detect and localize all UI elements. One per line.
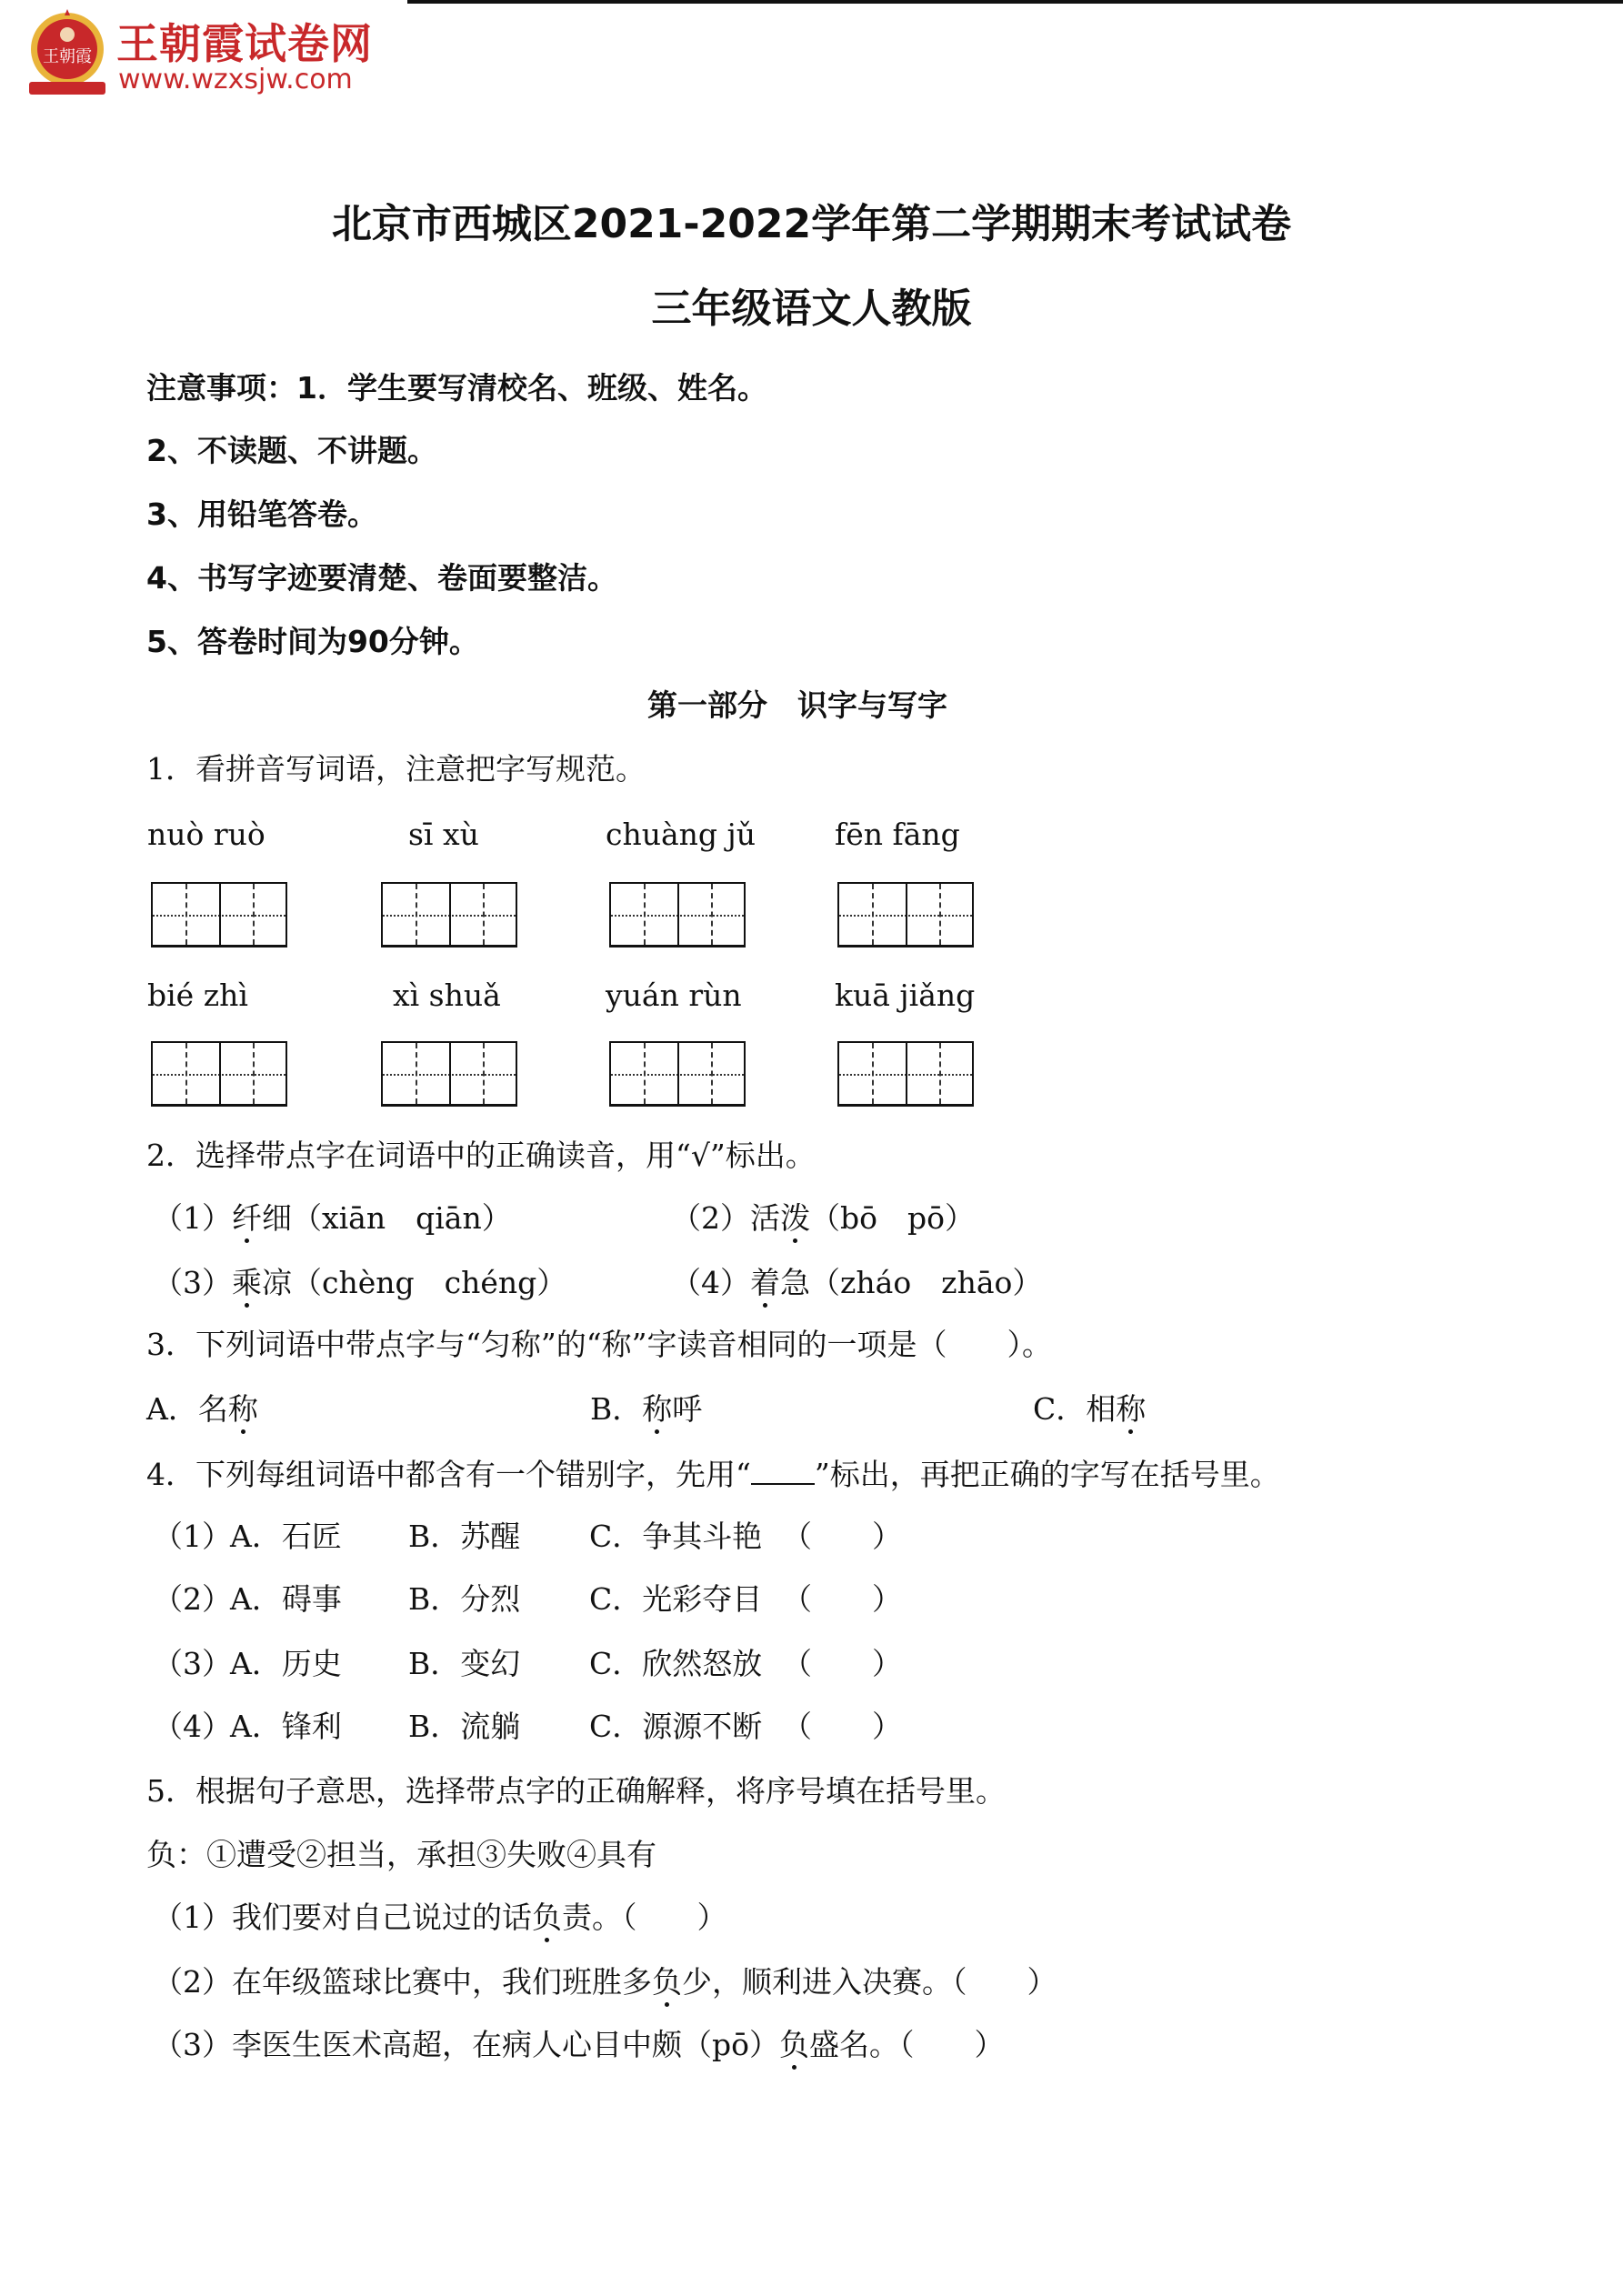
q3-stem: 3．下列词语中带点字与“匀称”的“称”字读音相同的一项是（ ）。: [146, 1327, 1052, 1362]
q5-meanings: 负：①遭受②担当，承担③失败④具有: [146, 1837, 656, 1872]
svg-text:王朝霞: 王朝霞: [43, 47, 92, 66]
q4-row-1-num: （1）: [153, 1519, 232, 1554]
writing-grid[interactable]: [381, 882, 517, 947]
q2-item-3: （3）乘凉（chèng chéng）: [153, 1265, 567, 1300]
note-3: 3、用铅笔答卷。: [146, 496, 377, 532]
pinyin: xì shuǎ: [393, 978, 501, 1013]
q2-stem: 2．选择带点字在词语中的正确读音，用“√”标出。: [146, 1138, 816, 1173]
pinyin: nuò ruò: [147, 817, 265, 852]
q4-row-3-b: B．变幻: [408, 1646, 521, 1681]
writing-grid[interactable]: [837, 1041, 974, 1107]
q2-item-1: （1）纤细（xiān qiān）: [153, 1200, 512, 1236]
logo-title: 王朝霞试卷网: [116, 19, 373, 68]
q2-item-2: （2）活泼（bō pō）: [671, 1200, 975, 1236]
note-5: 5、答卷时间为90分钟。: [146, 624, 479, 659]
pinyin: kuā jiǎng: [835, 978, 976, 1013]
q3-option-b: B．称呼: [590, 1391, 703, 1427]
q5-item-2: （2）在年级篮球比赛中，我们班胜多负少，顺利进入决赛。（ ）: [153, 1964, 1057, 2000]
q3-option-a: A．名称: [146, 1391, 258, 1427]
q4-row-4-paren: （ ）: [782, 1709, 902, 1744]
logo-badge-icon: [25, 7, 109, 102]
q4-row-3-a: A．历史: [230, 1646, 342, 1681]
section-heading: 第一部分 识字与写字: [647, 687, 947, 723]
q4-row-3-num: （3）: [153, 1646, 232, 1681]
q4-row-1-c: C．争其斗艳: [589, 1519, 763, 1554]
pinyin: chuàng jǔ: [606, 817, 756, 852]
q4-row-2-paren: （ ）: [782, 1581, 902, 1617]
writing-grid[interactable]: [609, 882, 746, 947]
q2-item-4: （4）着急（zháo zhāo）: [671, 1265, 1043, 1300]
writing-grid[interactable]: [381, 1041, 517, 1107]
q4-row-4-b: B．流躺: [408, 1709, 521, 1744]
note-4: 4、书写字迹要清楚、卷面要整洁。: [146, 560, 617, 596]
q4-stem: 4．下列每组词语中都含有一个错别字，先用“ ”标出，再把正确的字写在括号里。: [146, 1457, 1280, 1492]
writing-grid[interactable]: [609, 1041, 746, 1107]
logo-url[interactable]: www.wzxsjw.com: [118, 64, 353, 95]
q4-row-1-a: A．石匠: [230, 1519, 342, 1554]
q4-row-3-paren: （ ）: [782, 1646, 902, 1681]
exam-title: 北京市西城区2021-2022学年第二学期期末考试试卷: [331, 201, 1292, 247]
q4-row-2-num: （2）: [153, 1581, 232, 1617]
pinyin: yuán rùn: [606, 978, 742, 1013]
q4-row-4-c: C．源源不断: [589, 1709, 763, 1744]
pinyin: sī xù: [408, 817, 479, 852]
q4-row-4-a: A．锋利: [230, 1709, 342, 1744]
underline-mark: [751, 1456, 815, 1485]
q4-row-2-c: C．光彩夺目: [589, 1581, 763, 1617]
top-rule: [407, 0, 1623, 4]
pinyin: fēn fāng: [835, 817, 960, 852]
writing-grid[interactable]: [837, 882, 974, 947]
exam-subtitle: 三年级语文人教版: [651, 286, 972, 332]
pinyin: bié zhì: [147, 978, 248, 1013]
q5-item-3: （3）李医生医术高超，在病人心目中颇（pō）负盛名。（ ）: [153, 2027, 1005, 2062]
site-logo[interactable]: [25, 7, 407, 102]
writing-grid[interactable]: [151, 1041, 287, 1107]
q1-stem: 1．看拼音写词语，注意把字写规范。: [146, 751, 646, 787]
q4-row-2-a: A．碍事: [230, 1581, 342, 1617]
q4-row-3-c: C．欣然怒放: [589, 1646, 763, 1681]
q4-row-1-paren: （ ）: [782, 1519, 902, 1554]
q4-row-2-b: B．分烈: [408, 1581, 521, 1617]
writing-grid[interactable]: [151, 882, 287, 947]
q5-item-1: （1）我们要对自己说过的话负责。（ ）: [153, 1900, 727, 1935]
note-1: 注意事项：1．学生要写清校名、班级、姓名。: [146, 370, 767, 406]
q3-option-c: C．相称: [1033, 1391, 1147, 1427]
note-2: 2、不读题、不讲题。: [146, 433, 437, 468]
q4-row-4-num: （4）: [153, 1709, 232, 1744]
q4-row-1-b: B．苏醒: [408, 1519, 521, 1554]
q5-stem: 5．根据句子意思，选择带点字的正确解释，将序号填在括号里。: [146, 1773, 1006, 1809]
